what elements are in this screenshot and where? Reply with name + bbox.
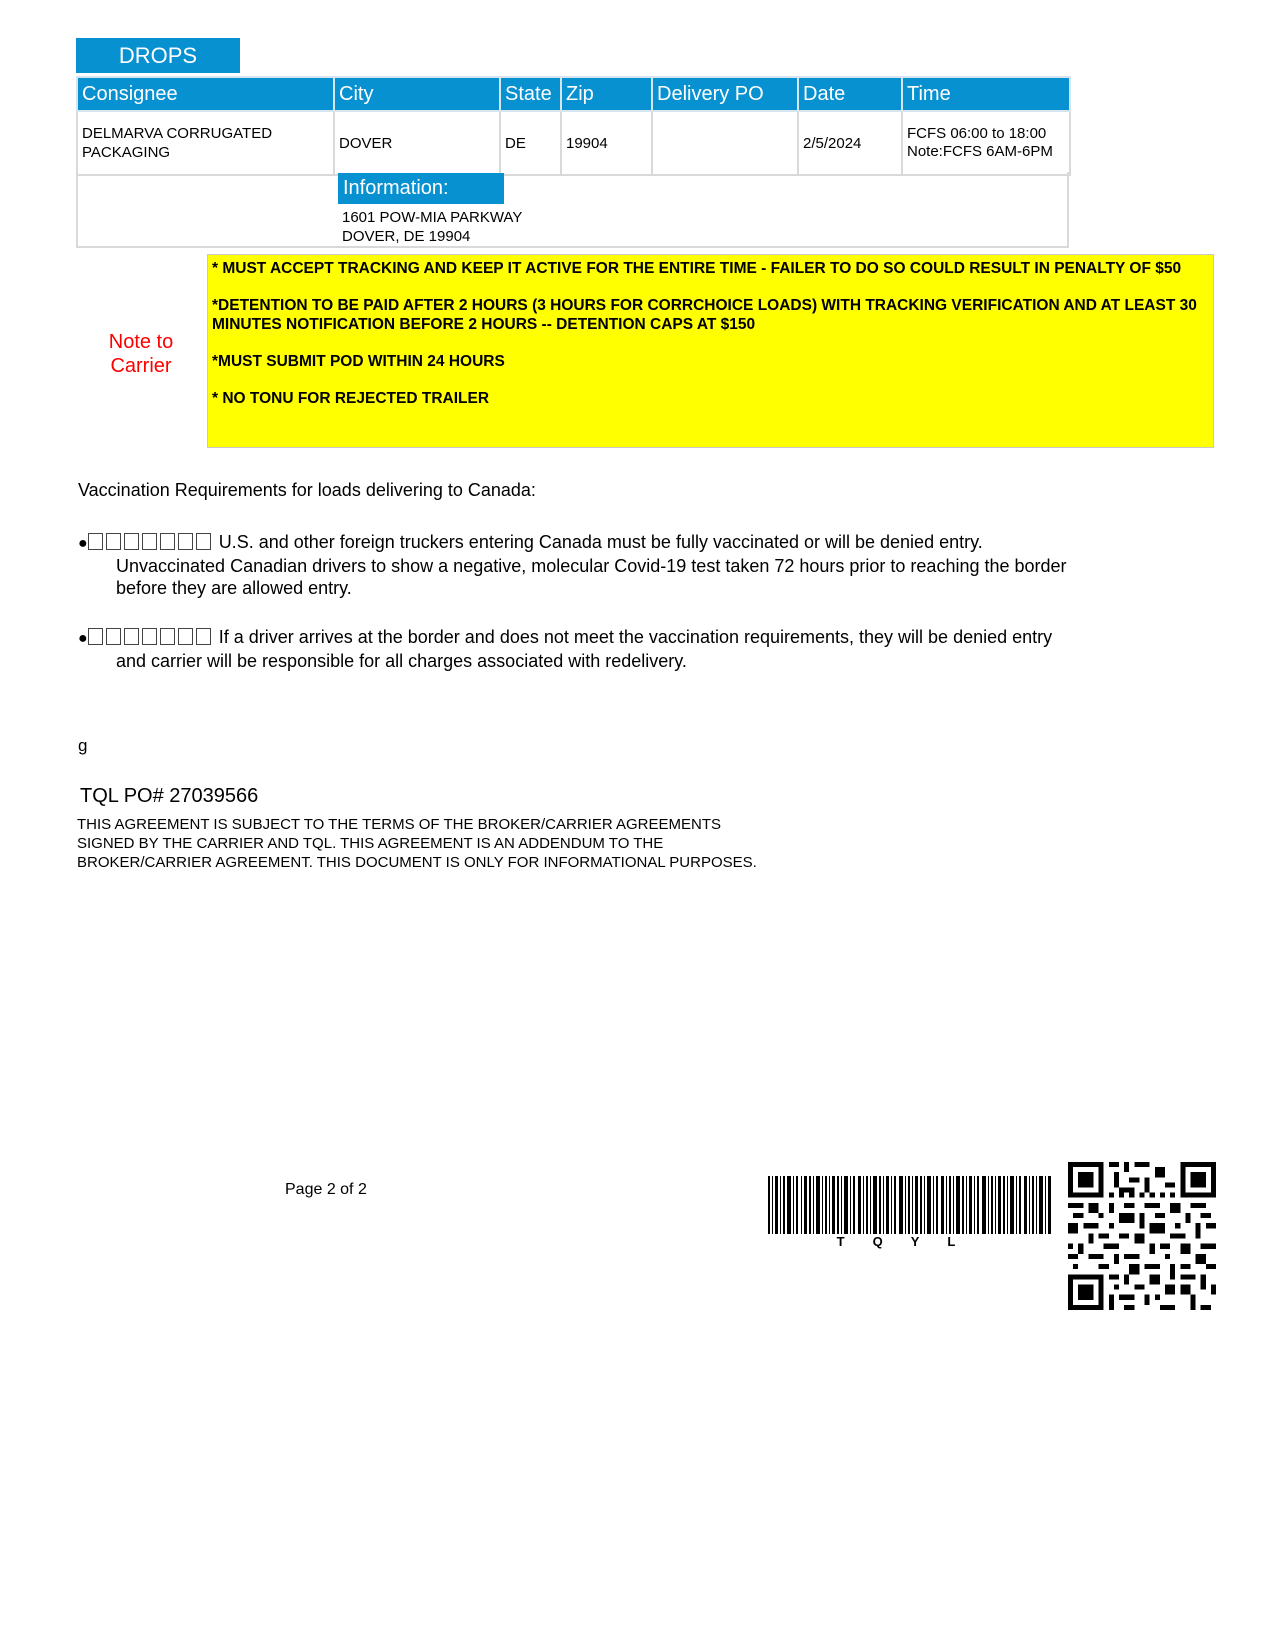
note-item: *DETENTION TO BE PAID AFTER 2 HOURS (3 HOURS FOR CORRCHOICE LOADS) WITH TRACKING VERIFICATION AND AT LEAST 30 MINUTES NOTIFICATION BEFORE 2 HOURS -- DETENTION CAPS AT $150 — [212, 297, 1197, 333]
bullet-dot-icon: ● — [78, 535, 88, 552]
header-date: Date — [798, 77, 902, 111]
cell-consignee: DELMARVA CORRUGATED PACKAGING — [77, 111, 334, 175]
note-to-carrier-label — [96, 330, 186, 378]
cell-delivery-po — [652, 111, 798, 175]
po-number: TQL PO# 27039566 — [80, 785, 259, 807]
bullet-text-continued: and carrier will be responsible for all charges associated with redelivery. — [116, 651, 687, 671]
cell-date: 2/5/2024 — [798, 111, 902, 175]
qr-code-icon — [1068, 1162, 1216, 1310]
bullet-text-continued: Unvaccinated Canadian drivers to show a negative, molecular Covid-19 test taken 72 hours prior to reaching the border before they are allowed entry. — [116, 556, 1067, 598]
address-line-2: DOVER, DE 19904 — [342, 228, 471, 245]
vaccination-bullet — [78, 626, 1078, 672]
barcode-icon — [768, 1176, 1052, 1234]
vaccination-bullet — [78, 531, 1078, 599]
header-zip: Zip — [561, 77, 652, 111]
missing-glyph-icon — [160, 533, 175, 550]
note-item: *MUST SUBMIT POD WITHIN 24 HOURS — [212, 353, 505, 370]
bullet-text: U.S. and other foreign truckers entering Canada must be fully vaccinated or will be denied entry. — [218, 532, 983, 552]
missing-glyph-icon — [142, 533, 157, 550]
note-item: * MUST ACCEPT TRACKING AND KEEP IT ACTIVE FOR THE ENTIRE TIME - FAILER TO DO SO COULD RESULT IN PENALTY OF $50 — [212, 260, 1182, 277]
note-label-line-1: Note to — [108, 331, 174, 353]
missing-glyph-icon — [196, 533, 211, 550]
missing-glyph-icon — [178, 628, 193, 645]
missing-glyph-icon — [124, 628, 139, 645]
missing-glyph-icon — [106, 533, 121, 550]
missing-glyph-icon — [88, 533, 103, 550]
header-delivery-po: Delivery PO — [652, 77, 798, 111]
cell-city: DOVER — [334, 111, 500, 175]
header-city: City — [334, 77, 500, 111]
drops-table — [76, 76, 1071, 176]
missing-glyph-icon — [88, 628, 103, 645]
barcode-caption: TQYL — [836, 1234, 984, 1249]
page-number: Page 2 of 2 — [285, 1181, 367, 1198]
header-state: State — [500, 77, 561, 111]
drops-header-row — [77, 77, 1070, 111]
cell-time: FCFS 06:00 to 18:00 Note:FCFS 6AM-6PM — [902, 111, 1070, 175]
missing-glyph-icon — [142, 628, 157, 645]
missing-glyph-icon — [160, 628, 175, 645]
header-consignee: Consignee — [77, 77, 334, 111]
header-time: Time — [902, 77, 1070, 111]
information-label: Information: — [338, 173, 504, 204]
missing-glyph-icon — [124, 533, 139, 550]
vaccination-title: Vaccination Requirements for loads delivering to Canada: — [78, 480, 536, 500]
note-to-carrier-box — [207, 254, 1214, 448]
stray-character: g — [78, 736, 88, 755]
missing-glyph-icon — [196, 628, 211, 645]
note-item: * NO TONU FOR REJECTED TRAILER — [212, 390, 490, 407]
table-row — [77, 111, 1070, 175]
terms-text: THIS AGREEMENT IS SUBJECT TO THE TERMS OF THE BROKER/CARRIER AGREEMENTS SIGNED BY THE CARRIER AND TQL. THIS AGREEMENT IS AN ADDENDUM TO THE BROKER/CARRIER AGREEMENT. THIS DOCUMENT IS ONLY FOR INFORMATIONAL PURPOSES. — [77, 816, 757, 871]
drops-section-title: DROPS — [76, 38, 240, 73]
cell-zip: 19904 — [561, 111, 652, 175]
note-label-line-2: Carrier — [110, 355, 172, 377]
delivery-address — [342, 208, 522, 246]
missing-glyph-icon — [106, 628, 121, 645]
missing-glyph-icon — [178, 533, 193, 550]
bullet-dot-icon: ● — [78, 630, 88, 647]
bullet-text: If a driver arrives at the border and does not meet the vaccination requirements, they will be denied entry — [218, 627, 1053, 647]
information-row — [76, 172, 1069, 248]
address-line-1: 1601 POW-MIA PARKWAY — [342, 209, 523, 226]
cell-state: DE — [500, 111, 561, 175]
